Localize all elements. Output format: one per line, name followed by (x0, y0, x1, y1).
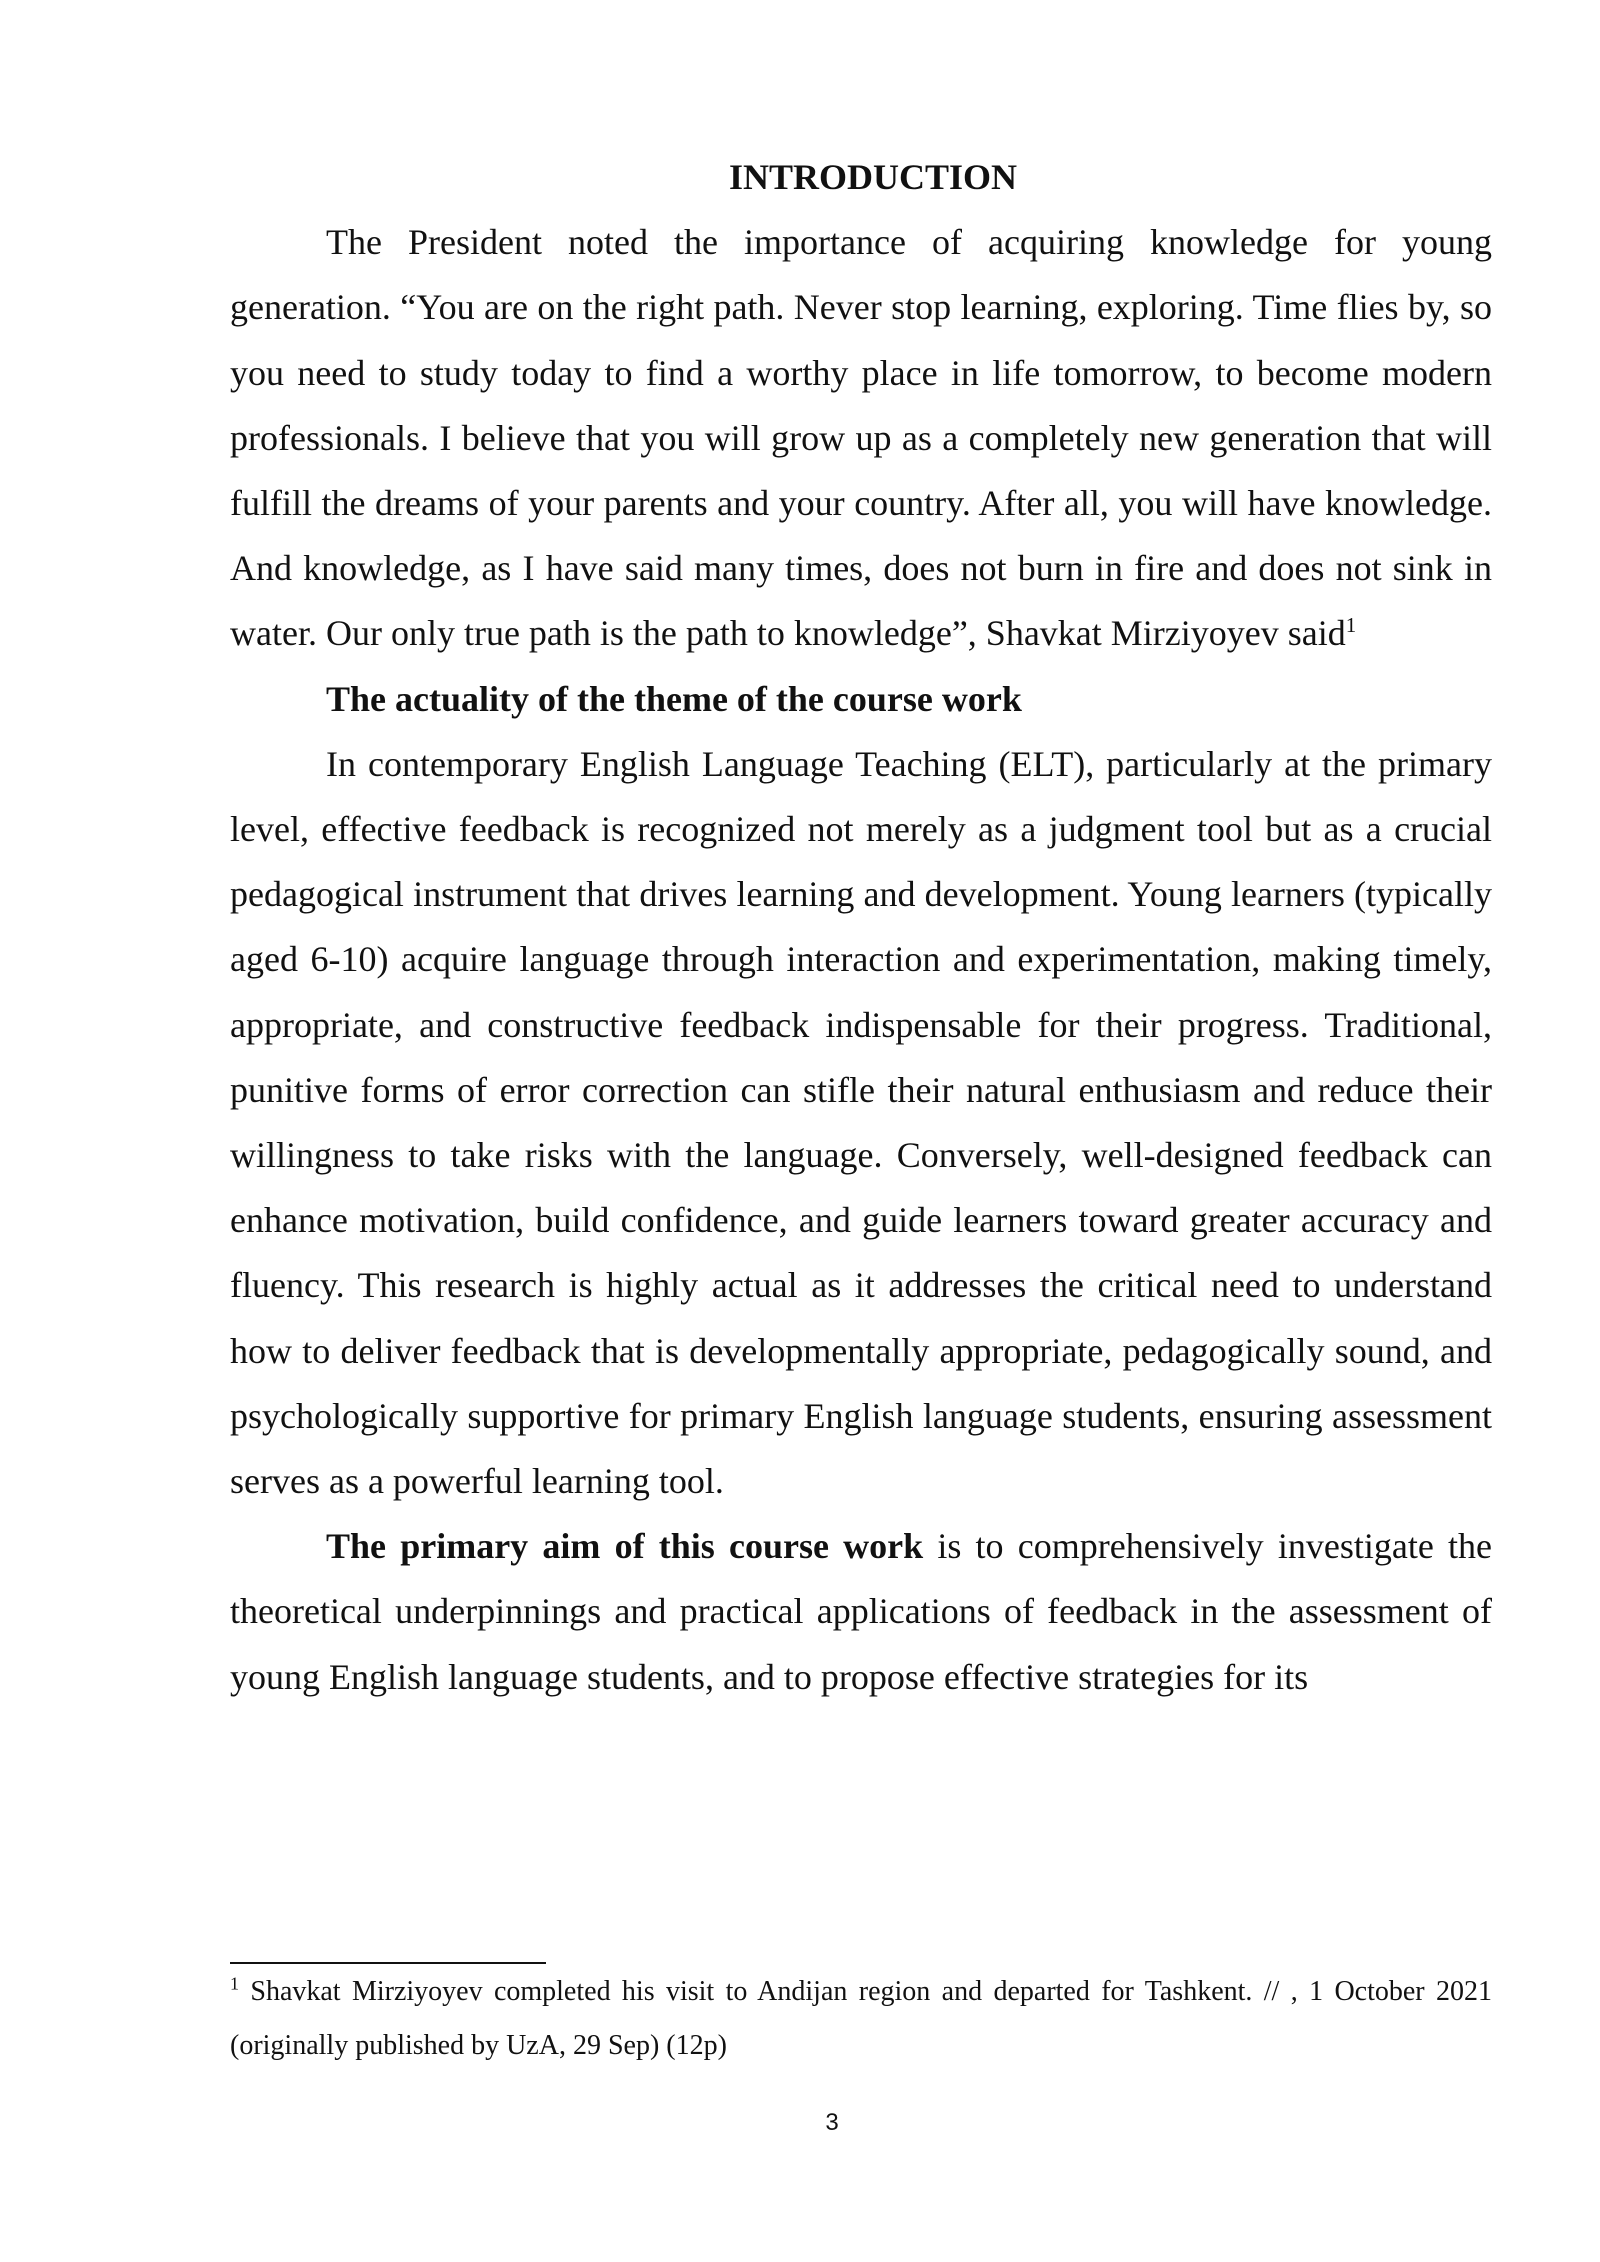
page-number: 3 (825, 2109, 839, 2136)
aim-paragraph-text: is to comprehensively investigate the theoretical underpinnings and practical applications of feedback in the assessment of young English language students, and to propose effective strategies for its (230, 1526, 1492, 1697)
intro-paragraph-text: The President noted the importance of acquiring knowledge for young generation. “You are on the right path. Never stop learning, exploring. Time flies by, so you need to study today to find a worthy place in life tomorrow, to become modern professionals. I believe that you will grow up as a completely new generation that will fulfill the dreams of your parents and your country. After all, you will have knowledge. And knowledge, as I have said many times, does not burn in fire and does not sink in water. Our only true path is the path to knowledge”, Shavkat Mirziyoyev said (230, 222, 1492, 654)
actuality-heading: The actuality of the theme of the course work (326, 678, 1022, 719)
body-text (230, 145, 1492, 1710)
footnote-text: Shavkat Mirziyoyev completed his visit to Andijan region and departed for Tashkent. // , 1 October 2021 (originally published by UzA, 29 Sep) (12p) (230, 1976, 1492, 2061)
section-heading: INTRODUCTION (728, 157, 1018, 197)
aim-bold-lead: The primary aim of this course work (326, 1526, 924, 1567)
footnote-divider (230, 1962, 546, 1964)
intro-paragraph (230, 210, 1492, 666)
footnote (230, 1965, 1492, 2073)
footnote-number: 1 (230, 1973, 239, 1994)
footnote-reference: 1 (1345, 613, 1357, 638)
actuality-paragraph: In contemporary English Language Teaching (ELT), particularly at the primary level, effective feedback is recognized not merely as a judgment tool but as a crucial pedagogical instrument that drives learning and development. Young learners (typically aged 6-10) acquire language through interaction and experimentation, making timely, appropriate, and constructive feedback indispensable for their progress. Traditional, punitive forms of error correction can stifle their natural enthusiasm and reduce their willingness to take risks with the language. Conversely, well-designed feedback can enhance motivation, build confidence, and guide learners toward greater accuracy and fluency. This research is highly actual as it addresses the critical need to understand how to deliver feedback that is developmentally appropriate, pedagogically sound, and psychologically supportive for primary English language students, ensuring assessment serves as a powerful learning tool. (230, 743, 1492, 1502)
aim-paragraph (230, 1514, 1492, 1710)
